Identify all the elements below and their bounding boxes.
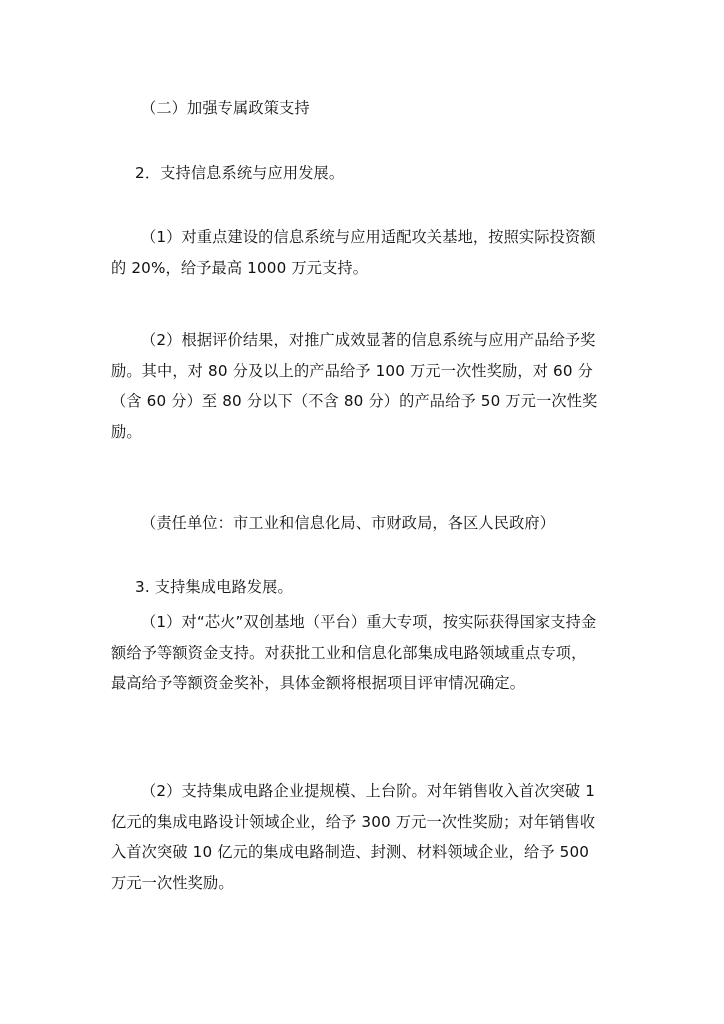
- paragraph-line: 励。: [111, 422, 142, 441]
- paragraph-line: （1）对“芯火”双创基地（平台）重大专项，按实际获得国家支持金: [141, 613, 597, 631]
- responsible-units: （责任单位：市工业和信息化局、市财政局，各区人民政府）: [141, 514, 556, 532]
- paragraph-line: （含 60 分）至 80 分以下（不含 80 分）的产品给予 50 万元一次性奖: [111, 392, 598, 410]
- paragraph-line: （1）对重点建设的信息系统与应用适配攻关基地，按照实际投资额: [141, 228, 596, 246]
- paragraph-line: 入首次突破 10 亿元的集成电路制造、封测、材料领域企业，给予 500: [111, 843, 590, 861]
- paragraph-line: 最高给予等额资金奖补，具体金额将根据项目评审情况确定。: [111, 674, 526, 692]
- paragraph-line: 亿元的集成电路设计领域企业，给予 300 万元一次性奖励；对年销售收: [111, 812, 596, 831]
- paragraph-line: 的 20%，给予最高 1000 万元支持。: [111, 258, 369, 277]
- item3-paragraph-2: [111, 776, 616, 898]
- paragraph-line: 励。其中，对 80 分及以上的产品给予 100 万元一次性奖励，对 60 分: [111, 361, 593, 380]
- paragraph-line: （2）支持集成电路企业提规模、上台阶。对年销售收入首次突破 1: [141, 782, 596, 800]
- paragraph-line: 万元一次性奖励。: [111, 873, 234, 892]
- paragraph-line: （2）根据评价结果，对推广成效显著的信息系统与应用产品给予奖: [141, 331, 596, 349]
- item3-paragraph-1: [111, 607, 616, 699]
- section-heading: （二）加强专属政策支持: [141, 99, 310, 117]
- item3-heading: 3. 支持集成电路发展。: [135, 578, 293, 596]
- item2-paragraph-1: [111, 222, 616, 283]
- item2-paragraph-2: [111, 325, 616, 447]
- paragraph-line: 额给予等额资金支持。对获批工业和信息化部集成电路领域重点专项，: [111, 643, 587, 662]
- item2-heading: 2．支持信息系统与应用发展。: [135, 164, 345, 182]
